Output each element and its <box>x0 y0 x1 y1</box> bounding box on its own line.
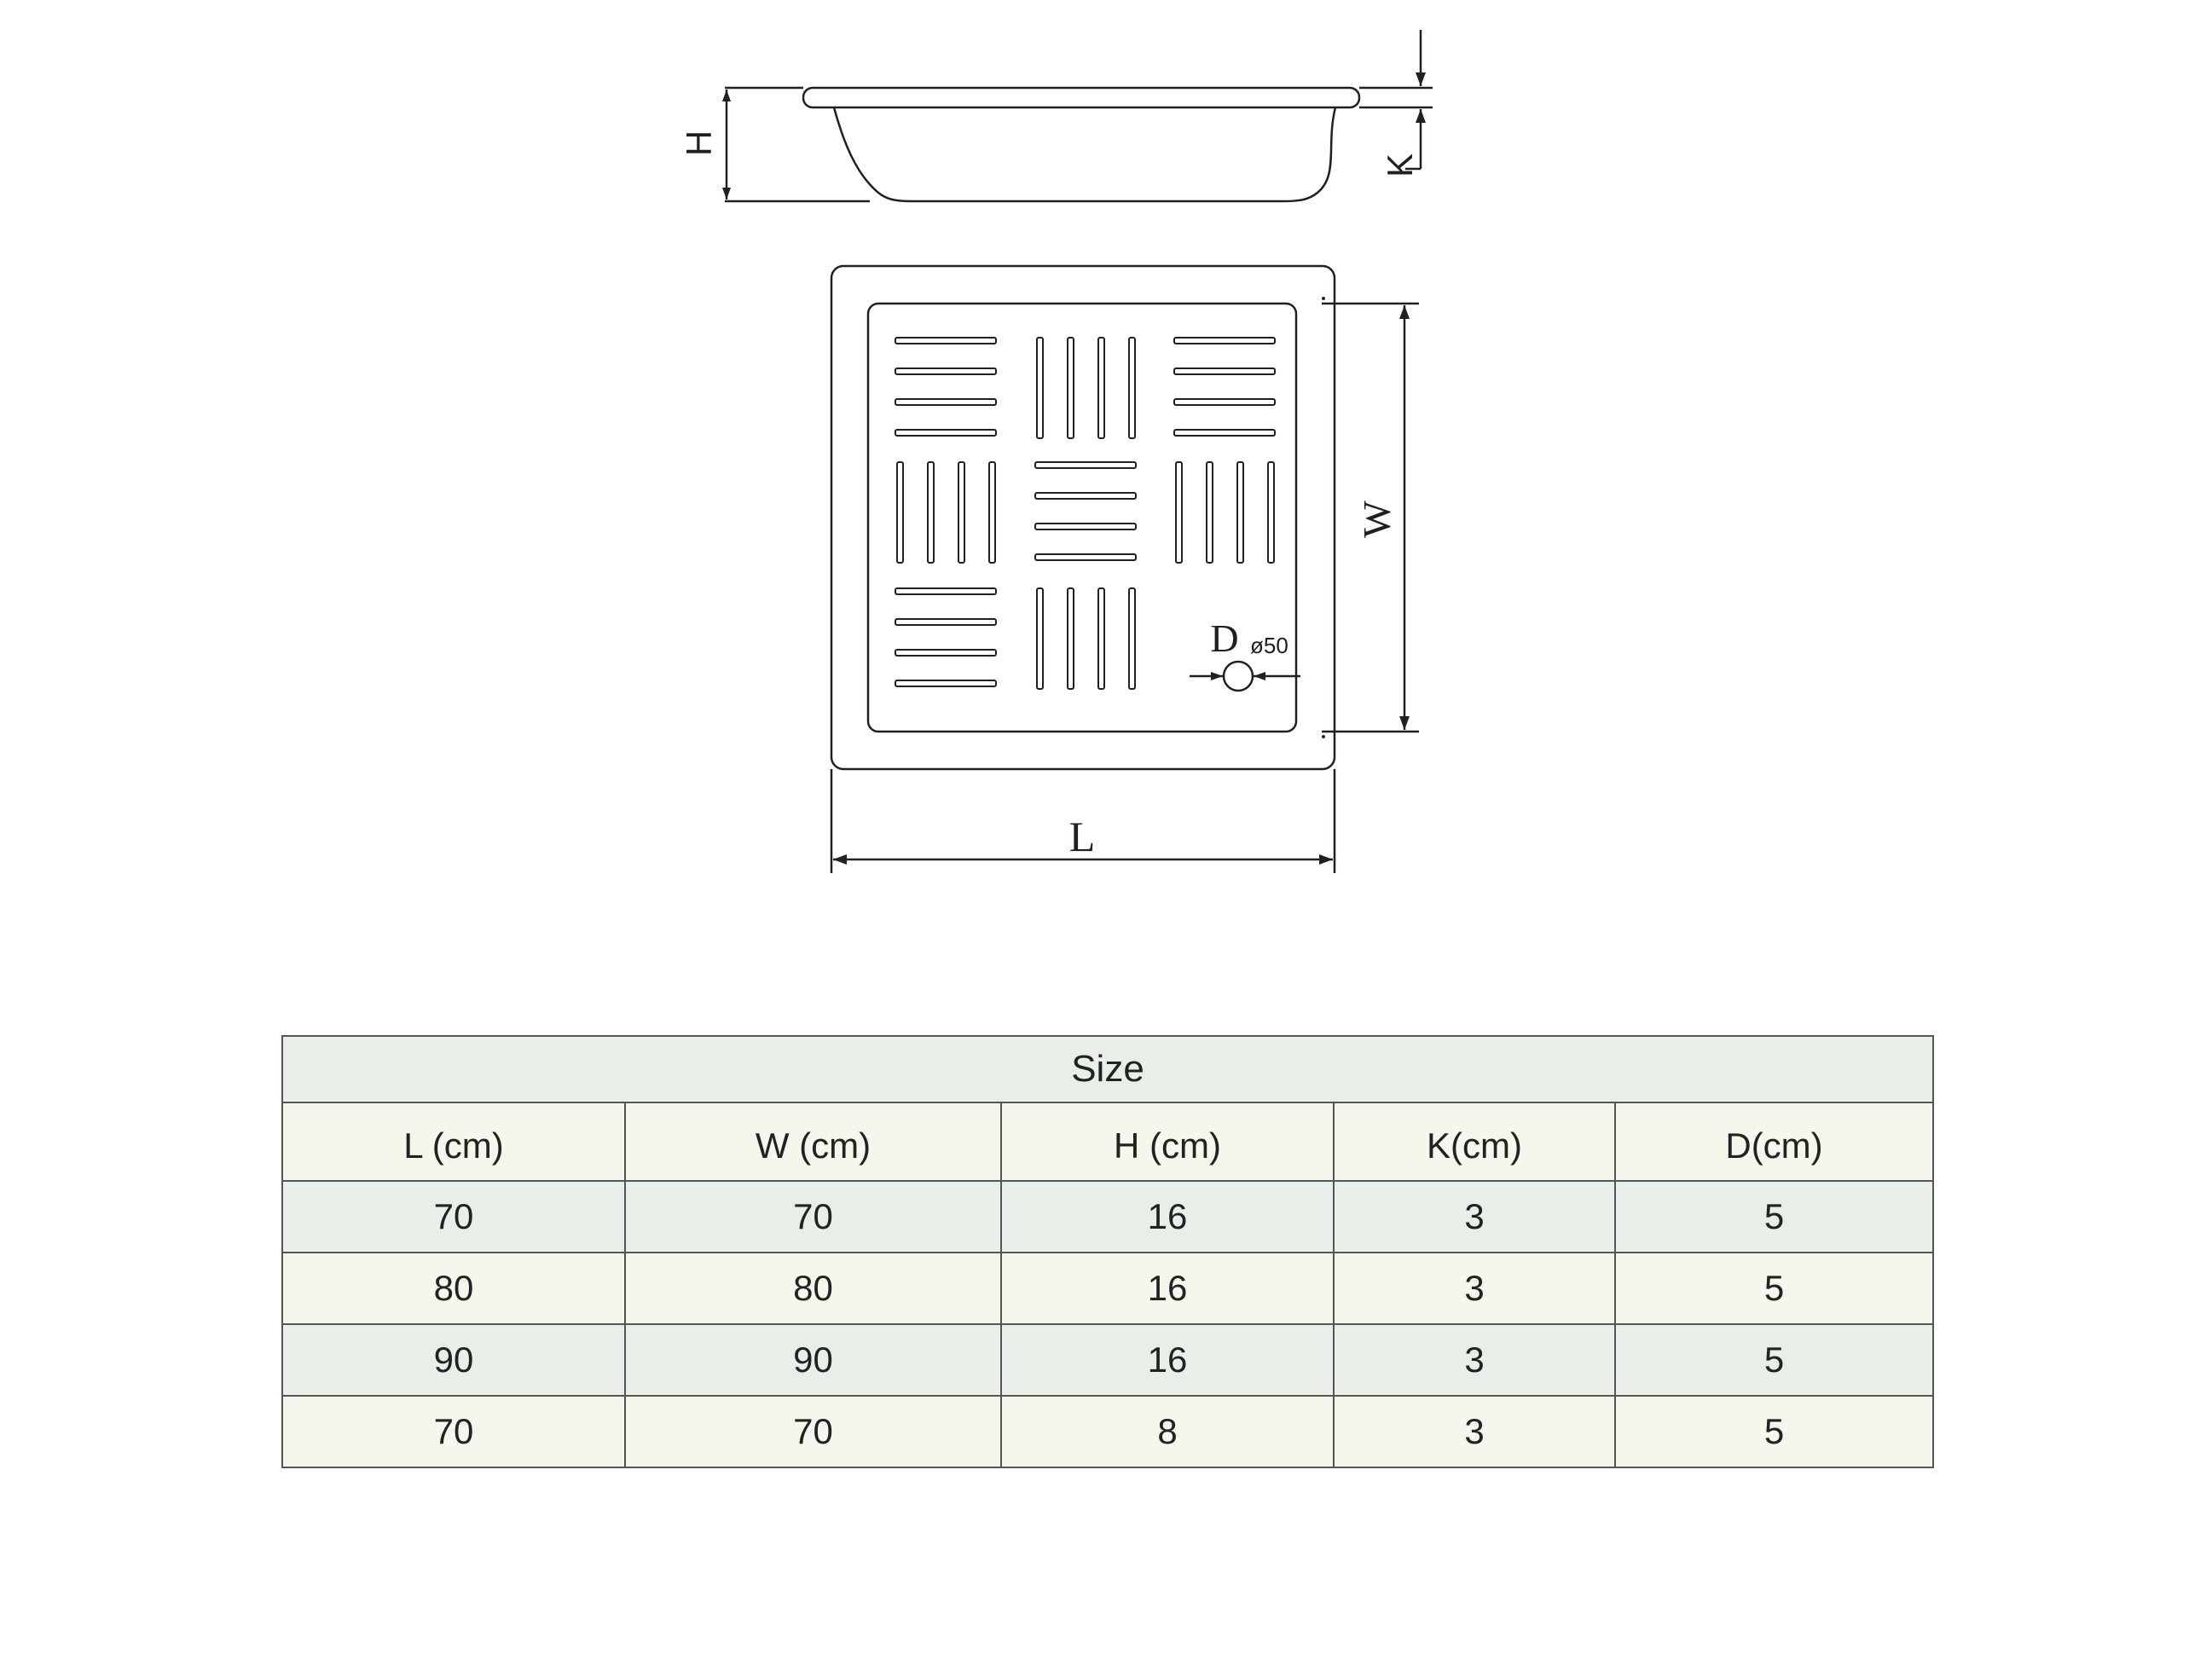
table-cell: 70 <box>282 1396 625 1467</box>
table-cell: 3 <box>1334 1181 1615 1253</box>
drainage-slot <box>1037 338 1043 438</box>
table-cell: 16 <box>1001 1324 1334 1396</box>
drainage-slot <box>1035 554 1136 560</box>
drain-symbol <box>1190 662 1300 691</box>
drainage-slot <box>895 680 996 686</box>
label-length: L <box>1068 813 1096 860</box>
drainage-slot <box>1098 338 1104 438</box>
drainage-slot <box>1098 588 1104 689</box>
header-rim: K(cm) <box>1334 1102 1615 1181</box>
drainage-slot <box>1035 462 1136 468</box>
drainage-slot <box>958 462 964 563</box>
drainage-slot <box>928 462 934 563</box>
table-cell: 16 <box>1001 1253 1334 1324</box>
table-row <box>282 1253 1933 1324</box>
height-dimension <box>722 88 870 201</box>
drain-circle <box>1224 662 1253 691</box>
table-cell: 5 <box>1615 1181 1933 1253</box>
drainage-slot <box>895 619 996 625</box>
drainage-slot <box>989 462 995 563</box>
drainage-slot <box>895 588 996 594</box>
drainage-slot <box>895 430 996 436</box>
table-cell: 5 <box>1615 1324 1933 1396</box>
drainage-slot <box>895 399 996 405</box>
drainage-slot <box>1174 338 1275 344</box>
drainage-slot <box>1129 338 1135 438</box>
table-header-row <box>282 1102 1933 1181</box>
table-cell: 70 <box>282 1181 625 1253</box>
table-cell: 90 <box>625 1324 1001 1396</box>
top-view <box>831 266 1419 873</box>
table-row <box>282 1324 1933 1396</box>
drainage-slot <box>1174 399 1275 405</box>
table-cell: 3 <box>1334 1324 1615 1396</box>
side-view-rim <box>803 88 1359 107</box>
side-view <box>722 30 1433 201</box>
label-drain-size: ø50 <box>1250 633 1288 658</box>
drainage-slot <box>1035 493 1136 499</box>
label-rim: K <box>1380 153 1420 178</box>
drainage-slot <box>1174 368 1275 374</box>
drainage-slot <box>1174 430 1275 436</box>
table-cell: 8 <box>1001 1396 1334 1467</box>
drainage-slot <box>1037 588 1043 689</box>
drainage-slot <box>1176 462 1182 563</box>
label-height: H <box>679 130 719 157</box>
table-cell: 3 <box>1334 1253 1615 1324</box>
drainage-slot <box>1237 462 1243 563</box>
table-title: Size <box>282 1036 1933 1102</box>
drainage-slot <box>895 368 996 374</box>
table-row <box>282 1396 1933 1467</box>
side-view-basin <box>834 107 1335 201</box>
header-width: W (cm) <box>625 1102 1001 1181</box>
drainage-slot <box>1268 462 1274 563</box>
table-cell: 70 <box>625 1396 1001 1467</box>
tray-outer-outline <box>831 266 1335 769</box>
table-row <box>282 1181 1933 1253</box>
drainage-slot <box>895 650 996 656</box>
label-width: W <box>1355 501 1398 538</box>
table-cell: 5 <box>1615 1253 1933 1324</box>
header-drain: D(cm) <box>1615 1102 1933 1181</box>
drainage-slot <box>1068 338 1074 438</box>
drainage-slot <box>1129 588 1135 689</box>
table-cell: 80 <box>282 1253 625 1324</box>
table-cell: 90 <box>282 1324 625 1396</box>
drainage-slot <box>1207 462 1213 563</box>
drainage-slot <box>1035 524 1136 529</box>
rim-dimension <box>1359 30 1433 169</box>
table-cell: 16 <box>1001 1181 1334 1253</box>
drainage-slot <box>895 338 996 344</box>
table-title-row <box>282 1036 1933 1102</box>
drainage-slot <box>897 462 903 563</box>
label-drain: D <box>1210 616 1239 660</box>
table-cell: 5 <box>1615 1396 1933 1467</box>
size-table <box>281 1035 1934 1468</box>
header-height: H (cm) <box>1001 1102 1334 1181</box>
drainage-slot <box>1068 588 1074 689</box>
table-cell: 80 <box>625 1253 1001 1324</box>
header-length: L (cm) <box>282 1102 625 1181</box>
table-cell: 3 <box>1334 1396 1615 1467</box>
table-cell: 70 <box>625 1181 1001 1253</box>
